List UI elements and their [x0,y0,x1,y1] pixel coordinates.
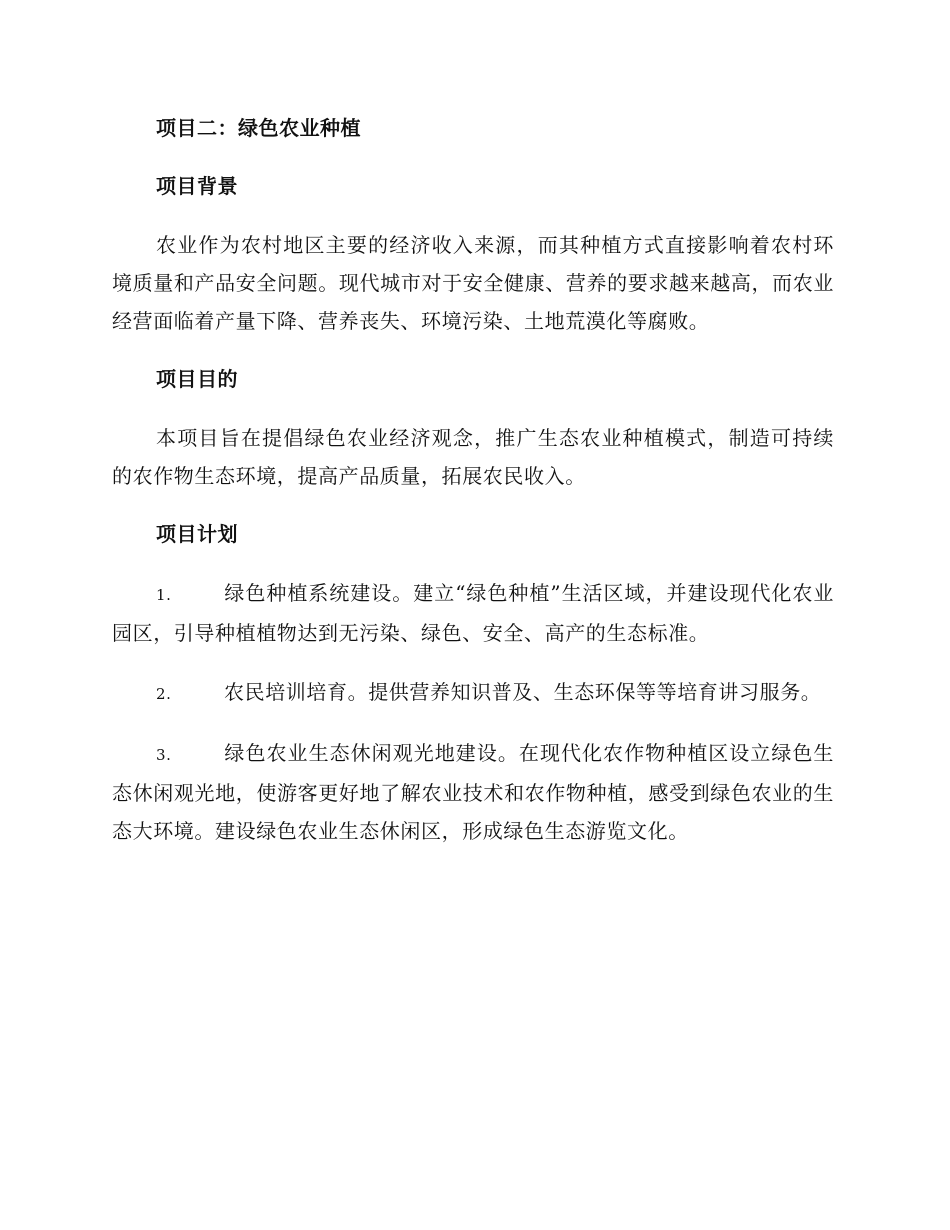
section-paragraph-purpose: 本项目旨在提倡绿色农业经济观念，推广生态农业种植模式，制造可持续的农作物生态环境，提高产品质量，拓展农民收入。 [112,426,834,488]
list-item-number: 3. [156,746,172,764]
plan-list-item [112,574,834,652]
plan-list-item [112,673,834,713]
list-item-number: 1. [156,586,172,604]
list-item-text: 绿色种植系统建设。建立“绿色种植”生活区域，并建设现代化农业园区，引导种植植物达到无污染、绿色、安全、高产的生态标准。 [112,581,834,645]
section-paragraph-background: 农业作为农村地区主要的经济收入来源，而其种植方式直接影响着农村环境质量和产品安全问题。现代城市对于安全健康、营养的要求越来越高，而农业经营面临着产量下降、营养丧失、环境污染、土地荒漠化等腐败。 [112,233,834,333]
list-item-number: 2. [156,685,172,703]
section-heading-background: 项目背景 [156,174,238,198]
document-title: 项目二：绿色农业种植 [156,116,361,140]
section-heading-purpose: 项目目的 [156,367,238,391]
list-item-text: 农民培训培育。提供营养知识普及、生态环保等等培育讲习服务。 [224,680,822,704]
plan-list-item [112,734,834,850]
section-heading-plan: 项目计划 [156,522,238,546]
document-body [112,110,834,871]
list-item-text: 绿色农业生态休闲观光地建设。在现代化农作物种植区设立绿色生态休闲观光地，使游客更好地了解农业技术和农作物种植，感受到绿色农业的生态大环境。建设绿色农业生态休闲区，形成绿色生态游览文化。 [112,741,834,843]
